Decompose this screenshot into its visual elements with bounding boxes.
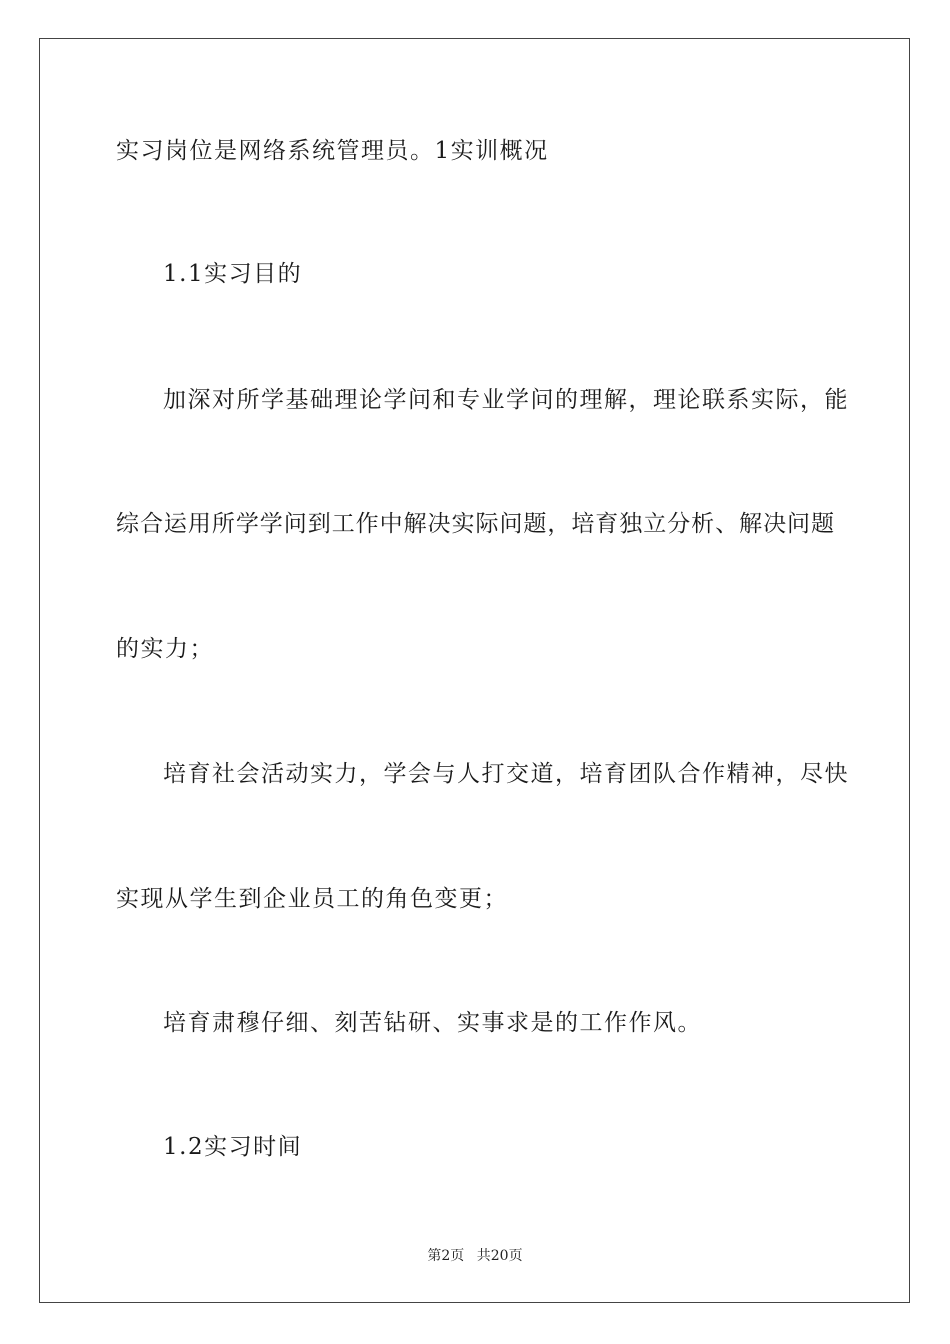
body-line-4: 综合运用所学学问到工作中解决实际问题，培育独立分析、解决问题 [116, 511, 834, 537]
page-total-label: 共20页 [476, 1248, 523, 1264]
body-line-5: 的实力； [116, 636, 214, 662]
page-footer [0, 1246, 950, 1266]
page-border [39, 38, 910, 1303]
body-line-6: 培育社会活动实力，学会与人打交道，培育团队合作精神，尽快 [163, 761, 849, 787]
body-line-3: 加深对所学基础理论学问和专业学问的理解，理论联系实际，能 [163, 387, 849, 413]
page-number-label: 第2页 [427, 1248, 465, 1264]
body-line-8: 培育肃穆仔细、刻苦钻研、实事求是的工作作风。 [163, 1010, 702, 1036]
section-heading-1-2: 1.2实习时间 [163, 1134, 303, 1160]
section-heading-1-1: 1.1实习目的 [163, 261, 303, 287]
body-line-1: 实习岗位是网络系统管理员。1实训概况 [116, 138, 549, 164]
body-line-7: 实现从学生到企业员工的角色变更； [116, 886, 508, 912]
